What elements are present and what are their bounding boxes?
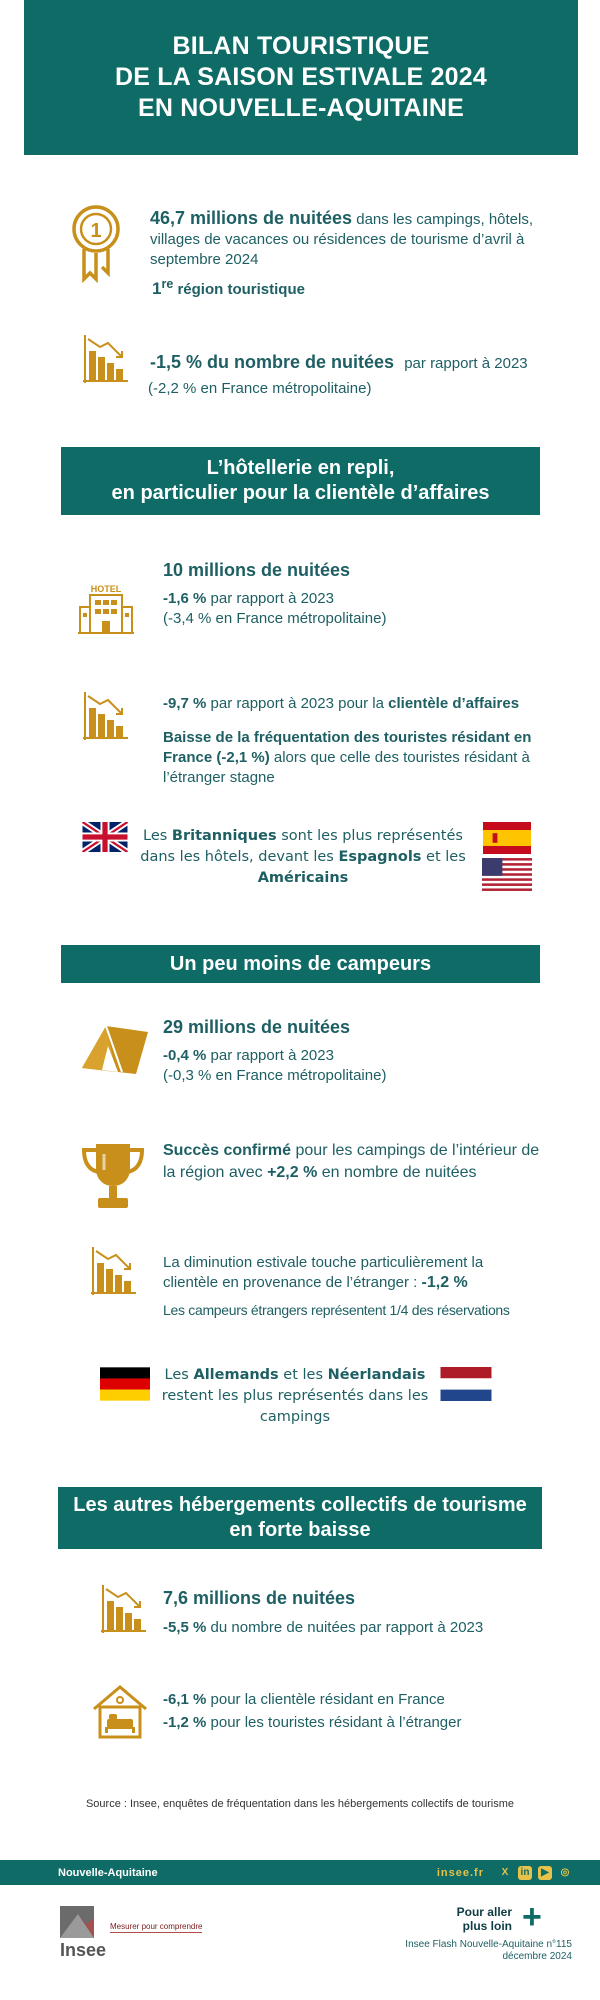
hotel-change-fr: (-3,4 % en France métropolitaine) <box>163 610 387 627</box>
hotel-nat-2: sont les plus représentés dans les hôtels, devant les <box>140 828 463 865</box>
intro-change-rest: par rapport à 2023 <box>404 355 528 372</box>
hotel-affaires-bold2: clientèle d’affaires <box>388 695 520 712</box>
flash-line2: décembre 2024 <box>502 1951 572 1962</box>
camping-succes-rest: en nombre de nuitées <box>317 1164 477 1181</box>
camping-succes-mid: pour les campings de l’intérieur de la région avec <box>163 1142 540 1181</box>
hotel-nat-us: Américains <box>257 870 349 886</box>
hotel-affaires <box>163 694 583 714</box>
autres-etr-rest: pour les touristes résidant à l’étranger <box>206 1714 462 1731</box>
intro-change-fr: (-2,2 % en France métropolitaine) <box>148 380 372 397</box>
autres-fr-bold: -6,1 % <box>163 1691 207 1708</box>
hotel-nat-3: et les <box>421 849 466 865</box>
hotel-nationalities <box>140 826 466 889</box>
camping-dimin <box>163 1253 533 1293</box>
hotel-change <box>163 589 334 609</box>
footer-bar <box>0 1860 600 1885</box>
declining-chart-icon-camping <box>90 1245 138 1297</box>
hotel-section-heading <box>61 447 540 515</box>
x-social-icon[interactable]: X <box>501 1866 509 1878</box>
tent-icon <box>78 1022 152 1076</box>
main-title-line3: EN NOUVELLE-AQUITAINE <box>138 94 464 122</box>
autres-nuitees: 7,6 millions de nuitées <box>163 1588 356 1608</box>
hotel-baisse <box>163 728 553 788</box>
insee-logo-icon <box>60 1906 94 1938</box>
camping-dimin-note: Les campeurs étrangers représentent 1/4 des réservations <box>163 1302 510 1318</box>
autres-fr <box>163 1690 445 1710</box>
intro-rank-rest: région touristique <box>173 281 305 298</box>
pour-line1: Pour aller <box>456 1905 512 1919</box>
pour-line2: plus loin <box>462 1919 512 1933</box>
hotel-heading-line2: en particulier pour la clientèle d’affaires <box>111 482 490 504</box>
spain-flag-icon <box>482 822 532 854</box>
insee-site-link[interactable]: insee.fr <box>436 1866 484 1879</box>
hotel-affaires-mid: par rapport à 2023 pour la <box>206 695 389 712</box>
hotel-heading-line1: L’hôtellerie en repli, <box>206 457 395 479</box>
plus-icon[interactable]: + <box>522 1898 542 1936</box>
footer-links <box>437 1866 572 1880</box>
us-flag-icon <box>482 858 532 891</box>
pour-aller-plus-loin[interactable] <box>440 1905 512 1933</box>
intro-rank-sup: re <box>161 277 174 291</box>
hotel-baisse-rest: alors que celle des touristes résidant à l’étranger stagne <box>163 749 530 786</box>
camping-change-fr: (-0,3 % en France métropolitaine) <box>163 1067 387 1084</box>
autres-change <box>163 1618 483 1638</box>
hotel-nat-1: Les <box>143 828 172 844</box>
autres-heading-line1: Les autres hébergements collectifs de tourisme <box>73 1494 527 1516</box>
intro-rank <box>152 274 305 300</box>
autres-change-bold: -5,5 % <box>163 1619 207 1636</box>
intro-nuitees-bold: 46,7 millions de nuitées <box>150 208 353 228</box>
camping-heading-title: Un peu moins de campeurs <box>169 952 432 975</box>
linkedin-social-icon[interactable]: in <box>518 1866 532 1880</box>
hotel-sign-text: HOTEL <box>90 584 122 594</box>
hotel-change-rest: par rapport à 2023 <box>206 590 334 607</box>
intro-rank-num: 1 <box>152 279 162 298</box>
main-title-banner <box>24 0 578 155</box>
camping-dimin-text: La diminution estivale touche particulièrement la clientèle en provenance de l’étranger : <box>163 1254 484 1291</box>
camping-succes-bold2: +2,2 % <box>267 1164 318 1181</box>
camping-succes-bold: Succès confirmé <box>163 1142 292 1159</box>
camping-change-rest: par rapport à 2023 <box>206 1047 334 1064</box>
autres-heading-line2: en forte baisse <box>229 1519 371 1541</box>
hotel-change-bold: -1,6 % <box>163 590 207 607</box>
declining-chart-icon <box>82 333 130 385</box>
declining-chart-icon-autres <box>100 1583 148 1635</box>
insee-tagline: Mesurer pour comprendre <box>110 1922 203 1931</box>
hotel-icon <box>78 583 134 635</box>
intro-change <box>150 352 560 374</box>
source-note: Source : Insee, enquêtes de fréquentation dans les hébergements collectifs de tourisme <box>85 1798 515 1810</box>
camping-nat-1: Les <box>164 1367 194 1383</box>
flash-line1: Insee Flash Nouvelle-Aquitaine n°115 <box>405 1939 572 1950</box>
hotel-affaires-bold: -9,7 % <box>163 695 207 712</box>
house-icon <box>90 1683 150 1739</box>
camping-succes <box>163 1140 543 1184</box>
camping-dimin-bold: -1,2 % <box>421 1274 468 1291</box>
intro-change-bold: -1,5 % du nombre de nuitées <box>150 352 395 372</box>
hotel-baisse-bold: Baisse de la fréquentation des touristes résidant en France (-2,1 %) <box>163 729 532 766</box>
autres-etr-bold: -1,2 % <box>163 1714 207 1731</box>
camping-nationalities <box>155 1365 435 1428</box>
camping-nat-2: et les <box>278 1367 328 1383</box>
insee-logo-word: Insee <box>60 1940 107 1960</box>
camping-change-bold: -0,4 % <box>163 1047 207 1064</box>
trophy-icon <box>78 1140 148 1212</box>
autres-section-heading <box>58 1487 542 1549</box>
camping-nuitees: 29 millions de nuitées <box>163 1017 351 1037</box>
medal-icon <box>70 203 122 283</box>
publication-reference <box>340 1939 572 1963</box>
hotel-nat-esp: Espagnols <box>338 849 422 865</box>
camping-nat-3: restent les plus représentés dans les campings <box>161 1388 429 1425</box>
instagram-social-icon[interactable]: ◎ <box>560 1866 570 1878</box>
hotel-nuitees: 10 millions de nuitées <box>163 560 351 580</box>
camping-nat-neer: Néerlandais <box>327 1367 426 1383</box>
camping-nat-all: Allemands <box>193 1367 279 1383</box>
main-title-line2: DE LA SAISON ESTIVALE 2024 <box>115 63 487 91</box>
intro-nuitees <box>150 208 540 270</box>
hotel-nat-brit: Britanniques <box>171 828 277 844</box>
autres-fr-rest: pour la clientèle résidant en France <box>206 1691 445 1708</box>
uk-flag-icon <box>82 822 128 852</box>
footer-region: Nouvelle-Aquitaine <box>58 1866 158 1879</box>
autres-etr <box>163 1713 462 1733</box>
main-title-line1: BILAN TOURISTIQUE <box>172 32 430 60</box>
svg-text:1: 1 <box>90 220 102 242</box>
germany-flag-icon <box>100 1367 150 1401</box>
intro-nuitees-rest: dans les campings, hôtels, villages de vacances ou résidences de tourisme d’avril à septembre 2024 <box>150 211 534 268</box>
youtube-social-icon[interactable]: ▶ <box>538 1866 552 1880</box>
camping-section-heading <box>61 945 540 983</box>
autres-change-rest: du nombre de nuitées par rapport à 2023 <box>206 1619 484 1636</box>
camping-change <box>163 1046 334 1066</box>
declining-chart-icon-hotel <box>82 690 130 742</box>
netherlands-flag-icon <box>440 1367 492 1401</box>
